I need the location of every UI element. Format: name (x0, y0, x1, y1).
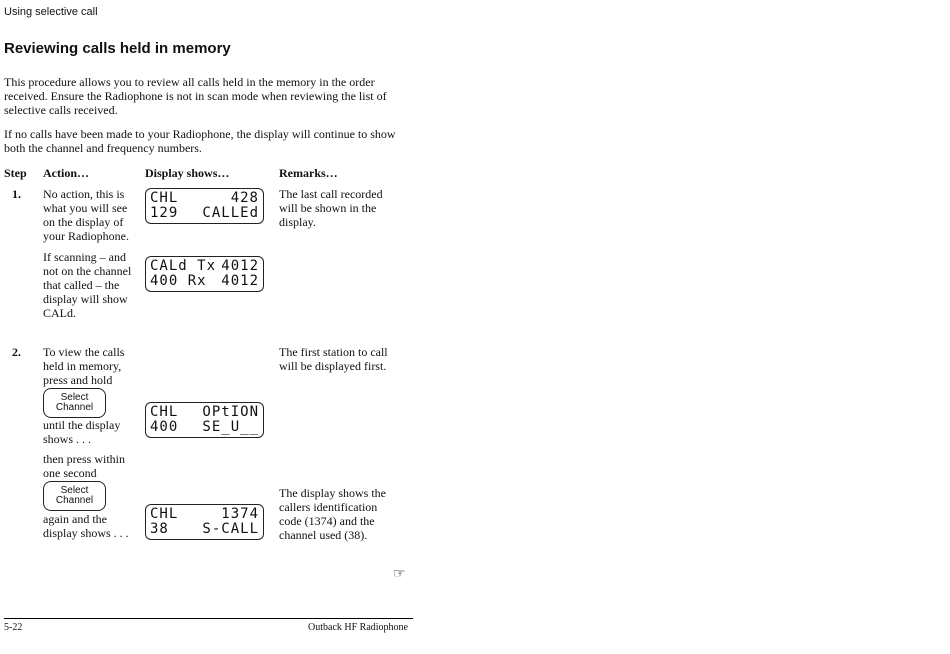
step-number: 2. (12, 345, 21, 359)
select-channel-key: Select Channel (43, 481, 106, 511)
lcd-display: CHL 1374 38 S-CALL (145, 504, 264, 540)
step-2-remarks: The first station to call will be displayed first. (279, 345, 388, 373)
column-header-step: Step (4, 166, 27, 180)
step-2-until-display: until the display shows . . . (43, 418, 121, 446)
no-calls-paragraph: If no calls have been made to your Radiophone, the display will continue to show both the channel and frequency numbers. (4, 127, 396, 155)
intro-paragraph: This procedure allows you to review all calls held in the memory in the order received. Ensure the Radiophone is not in scan mode when reviewing the list of selective calls received. (4, 75, 387, 117)
step-2-again: again and the display shows . . . (43, 512, 129, 540)
page-title: Reviewing calls held in memory (4, 40, 231, 57)
pointing-hand-icon: ☞ (393, 565, 406, 581)
footer-rule (4, 618, 413, 619)
running-head: Using selective call (4, 6, 98, 18)
step-1-action: No action, this is what you will see on the display of your Radiophone. (43, 187, 129, 243)
column-header-display: Display shows… (145, 166, 230, 180)
step-2-then-press: then press within one second (43, 452, 125, 480)
column-header-action: Action… (43, 166, 89, 180)
column-header-remarks: Remarks… (279, 166, 338, 180)
step-2-action: To view the calls held in memory, press and hold (43, 345, 125, 387)
footer-product-name: Outback HF Radiophone (308, 622, 408, 633)
page-number: 5-22 (4, 622, 23, 633)
step-1-remarks: The last call recorded will be shown in the display. (279, 187, 383, 229)
lcd-display: CHL OPtION 400 SE_U__ (145, 402, 264, 438)
lcd-display: CALd Tx 4012 400 Rx 4012 (145, 256, 264, 292)
select-channel-key: Select Channel (43, 388, 106, 418)
lcd-display: CHL 428 129 CALLEd (145, 188, 264, 224)
step-2-final-remarks: The display shows the callers identification code (1374) and the channel used (38). (279, 486, 386, 542)
step-number: 1. (12, 187, 21, 201)
step-1-scanning-action: If scanning – and not on the channel that called – the display will show CALd. (43, 250, 132, 320)
